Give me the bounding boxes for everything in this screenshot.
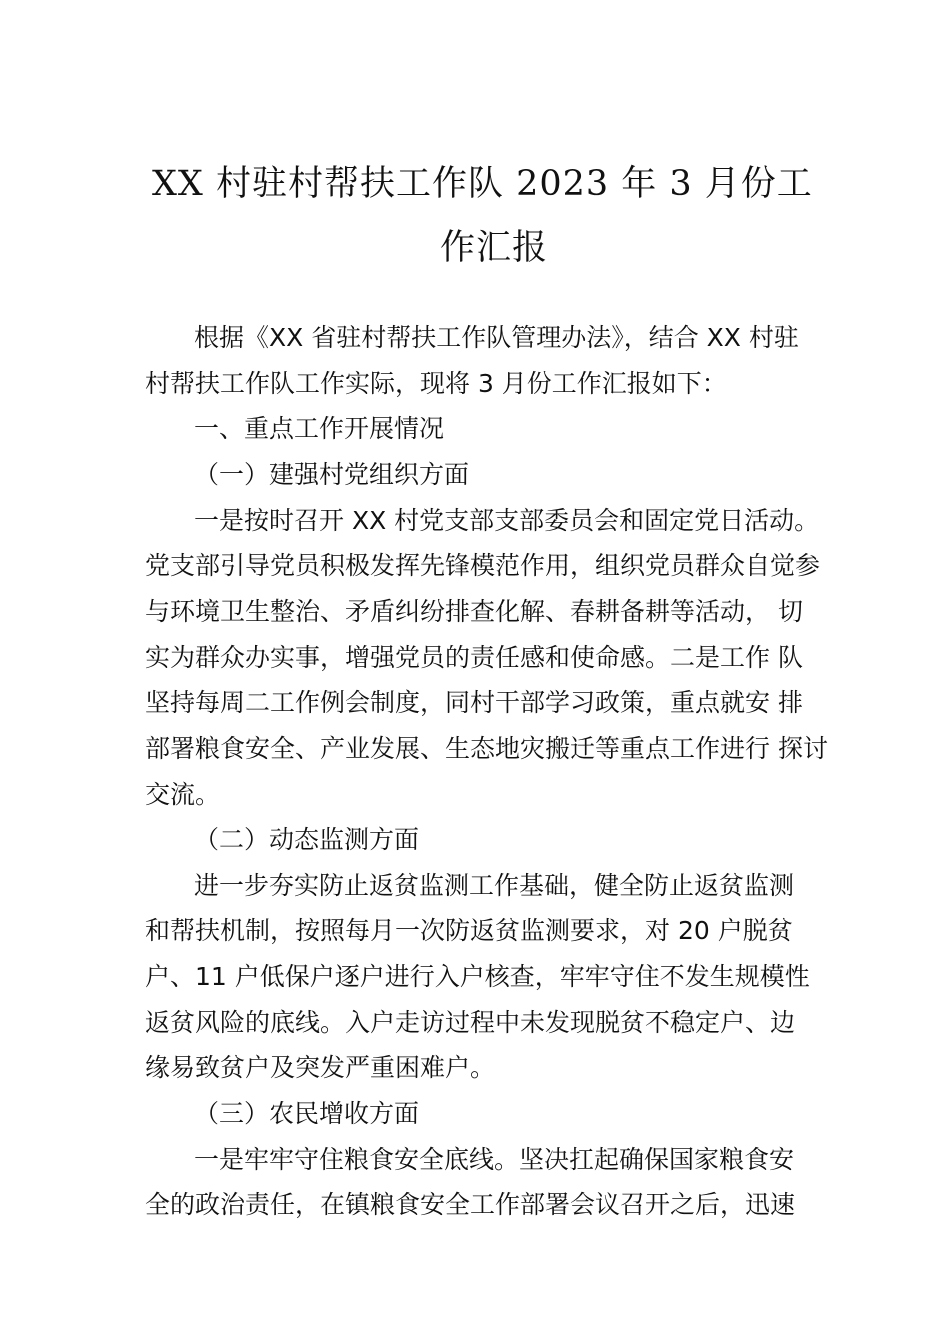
paragraph-line: 一是按时召开 XX 村党支部支部委员会和固定党日活动。 [194,506,820,535]
paragraph-line: 村帮扶工作队工作实际，现将 3 月份工作汇报如下： [145,369,727,398]
document-title-line-1: XX 村驻村帮扶工作队 2023 年 3 月份工 [152,164,813,204]
paragraph-line: 缘易致贫户及突发严重困难户。 [145,1053,496,1082]
subsection-heading: （三）农民增收方面 [194,1099,420,1128]
paragraph-line: 全的政治责任，在镇粮食安全工作部署会议召开之后，迅速 [145,1190,796,1219]
paragraph-line: 实为群众办实事，增强党员的责任感和使命感。二是工作 队 [145,643,803,672]
paragraph-line: 根据《XX 省驻村帮扶工作队管理办法》，结合 XX 村驻 [194,323,799,352]
paragraph-line: 户、11 户低保户逐户进行入户核查，牢牢守住不发生规模性 [145,962,810,991]
paragraph-line: 返贫风险的底线。入户走访过程中未发现脱贫不稳定户、边 [145,1008,796,1037]
subsection-heading: （二）动态监测方面 [194,825,420,854]
paragraph-line: 和帮扶机制，按照每月一次防返贫监测要求，对 20 户脱贫 [145,916,793,945]
paragraph-line: 与环境卫生整治、矛盾纠纷排查化解、春耕备耕等活动， 切 [145,597,803,626]
paragraph-line: 一是牢牢守住粮食安全底线。坚决扛起确保国家粮食安 [194,1145,795,1174]
paragraph-line: 部署粮食安全、产业发展、生态地灾搬迁等重点工作进行 探讨 [145,734,828,763]
paragraph-line: 进一步夯实防止返贫监测工作基础，健全防止返贫监测 [194,871,795,900]
paragraph-line: 党支部引导党员积极发挥先锋模范作用，组织党员群众自觉参 [145,551,821,580]
section-heading: 一、重点工作开展情况 [194,414,445,443]
paragraph-line: 交流。 [145,780,221,809]
document-title-line-2: 作汇报 [440,228,549,268]
paragraph-line: 坚持每周二工作例会制度，同村干部学习政策，重点就安 排 [145,688,803,717]
subsection-heading: （一）建强村党组织方面 [194,460,470,489]
